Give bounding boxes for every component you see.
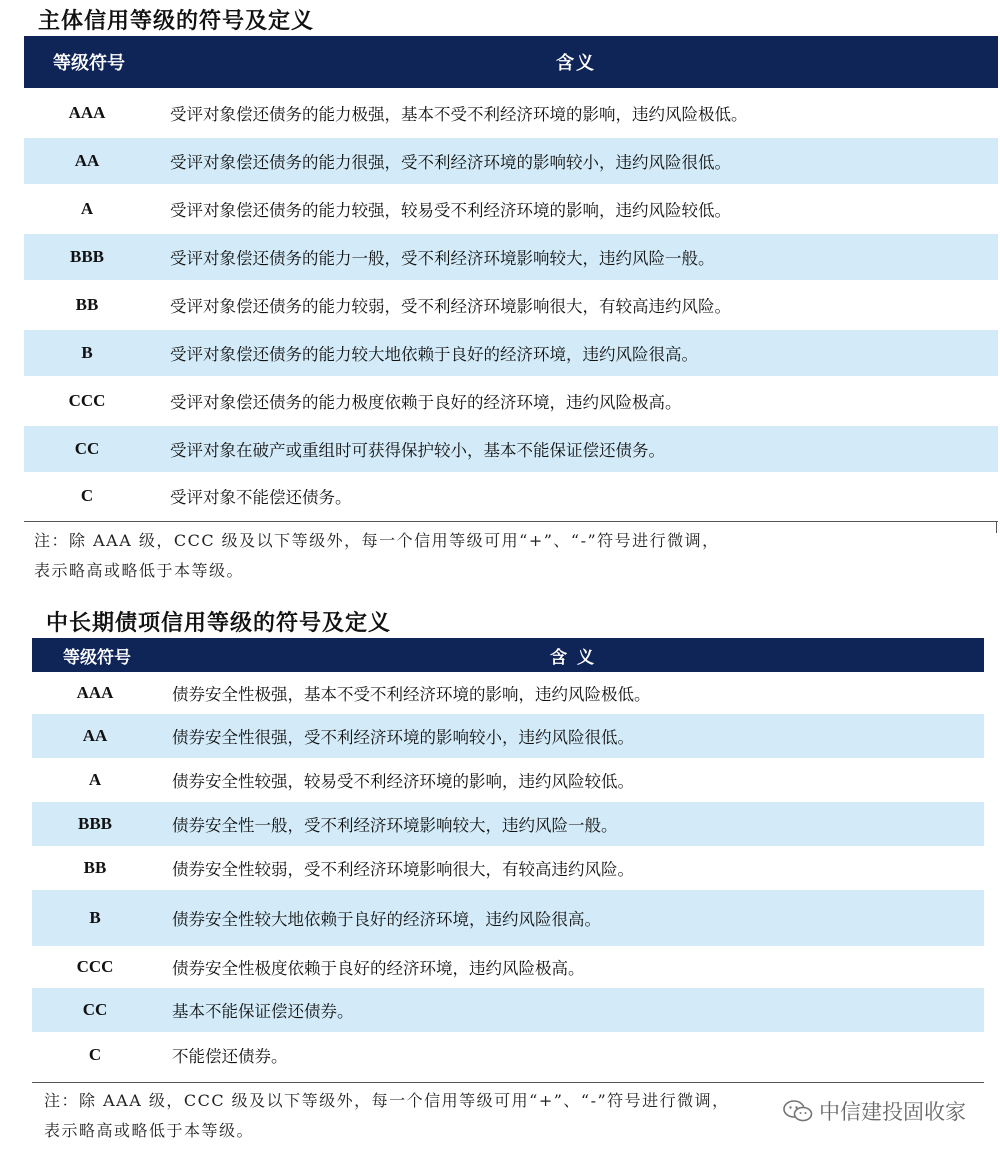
grade-meaning: 债券安全性较大地依赖于良好的经济环境，违约风险很高。 (172, 910, 601, 929)
section1-table (24, 36, 998, 520)
table-row (32, 946, 984, 988)
grade-meaning: 债券安全性一般，受不利经济环境影响较大，违约风险一般。 (172, 816, 618, 835)
section1-note-line1: 注：除 AAA 级，CCC 级及以下等级外，每一个信用等级可用“+”、“-”符号进行微调， (34, 531, 720, 550)
watermark-text: 中信建投固收家 (819, 1100, 966, 1124)
header-grade-symbol: 等级符号 (53, 53, 125, 74)
grade-symbol: AAA (76, 683, 114, 702)
table-row (24, 234, 998, 280)
section2-note-line1: 注：除 AAA 级，CCC 级及以下等级外，每一个信用等级可用“+”、“-”符号进行微调， (44, 1091, 730, 1110)
grade-meaning: 债券安全性很强，受不利经济环境的影响较小，违约风险很低。 (172, 728, 634, 747)
table-row (32, 758, 984, 802)
table-row (24, 472, 998, 520)
section2-title: 中长期债项信用等级的符号及定义 (46, 610, 392, 636)
watermark (783, 1096, 966, 1126)
table-row (24, 88, 998, 138)
table-row (24, 184, 998, 234)
grade-symbol: A (88, 770, 102, 789)
grade-symbol: B (81, 343, 93, 362)
grade-symbol: B (89, 908, 101, 927)
section1-note-line2: 表示略高或略低于本等级。 (34, 561, 245, 580)
section2-table-header (32, 638, 984, 672)
table-row (24, 330, 998, 376)
table-row (32, 672, 984, 714)
section2-note-line2: 表示略高或略低于本等级。 (44, 1121, 255, 1140)
grade-symbol: AAA (68, 103, 106, 122)
grade-symbol: BB (75, 295, 99, 314)
grade-symbol: BB (83, 858, 107, 877)
grade-meaning: 受评对象偿还债务的能力很强，受不利经济环境的影响较小，违约风险很低。 (170, 153, 731, 172)
grade-symbol: CCC (76, 957, 114, 976)
grade-meaning: 受评对象偿还债务的能力极强，基本不受不利经济环境的影响，违约风险极低。 (170, 105, 748, 124)
grade-meaning: 受评对象偿还债务的能力较大地依赖于良好的经济环境，违约风险很高。 (170, 345, 698, 364)
grade-meaning: 债券安全性极强，基本不受不利经济环境的影响，违约风险极低。 (172, 685, 651, 704)
grade-meaning: 基本不能保证偿还债券。 (172, 1002, 354, 1021)
section1-title: 主体信用等级的符号及定义 (38, 8, 315, 34)
grade-symbol: CC (82, 1000, 108, 1019)
grade-symbol: C (80, 486, 94, 505)
section2-rows (32, 672, 984, 1078)
grade-symbol: CCC (68, 391, 106, 410)
grade-meaning: 受评对象不能偿还债务。 (170, 488, 352, 507)
section1-note-rule-right (996, 521, 997, 533)
grade-meaning: 受评对象偿还债务的能力较强，较易受不利经济环境的影响，违约风险较低。 (170, 201, 731, 220)
grade-symbol: CC (74, 439, 100, 458)
section1-note (34, 526, 720, 586)
table-row (32, 988, 984, 1032)
header-meaning: 含义 (556, 53, 596, 74)
grade-symbol: AA (74, 151, 100, 170)
table-row (32, 802, 984, 846)
table-row (32, 714, 984, 758)
section2-note (44, 1086, 730, 1146)
table-row (32, 890, 984, 946)
table-row (32, 1032, 984, 1078)
table-row (24, 138, 998, 184)
grade-symbol: AA (82, 726, 108, 745)
grade-meaning: 债券安全性较弱，受不利经济环境影响很大，有较高违约风险。 (172, 860, 634, 879)
section1-rows (24, 88, 998, 520)
grade-meaning: 债券安全性较强，较易受不利经济环境的影响，违约风险较低。 (172, 772, 634, 791)
table-row (24, 426, 998, 472)
wechat-icon (783, 1099, 813, 1123)
grade-meaning: 受评对象在破产或重组时可获得保护较小，基本不能保证偿还债务。 (170, 441, 665, 460)
grade-meaning: 受评对象偿还债务的能力较弱，受不利经济环境影响很大，有较高违约风险。 (170, 297, 731, 316)
grade-symbol: A (80, 199, 94, 218)
section2-table (32, 638, 984, 1078)
section2-note-rule (32, 1082, 984, 1083)
header-grade-symbol: 等级符号 (63, 647, 131, 668)
grade-meaning: 受评对象偿还债务的能力一般，受不利经济环境影响较大，违约风险一般。 (170, 249, 715, 268)
header-meaning: 含 义 (550, 647, 596, 668)
grade-meaning: 受评对象偿还债务的能力极度依赖于良好的经济环境，违约风险极高。 (170, 393, 682, 412)
table-row (32, 846, 984, 890)
table-row (24, 280, 998, 330)
grade-meaning: 不能偿还债券。 (172, 1047, 288, 1066)
grade-meaning: 债券安全性极度依赖于良好的经济环境，违约风险极高。 (172, 959, 585, 978)
table-row (24, 376, 998, 426)
section1-note-rule (24, 521, 998, 522)
grade-symbol: BBB (69, 247, 105, 266)
grade-symbol: BBB (77, 814, 113, 833)
section1-table-header (24, 36, 998, 88)
grade-symbol: C (88, 1045, 102, 1064)
